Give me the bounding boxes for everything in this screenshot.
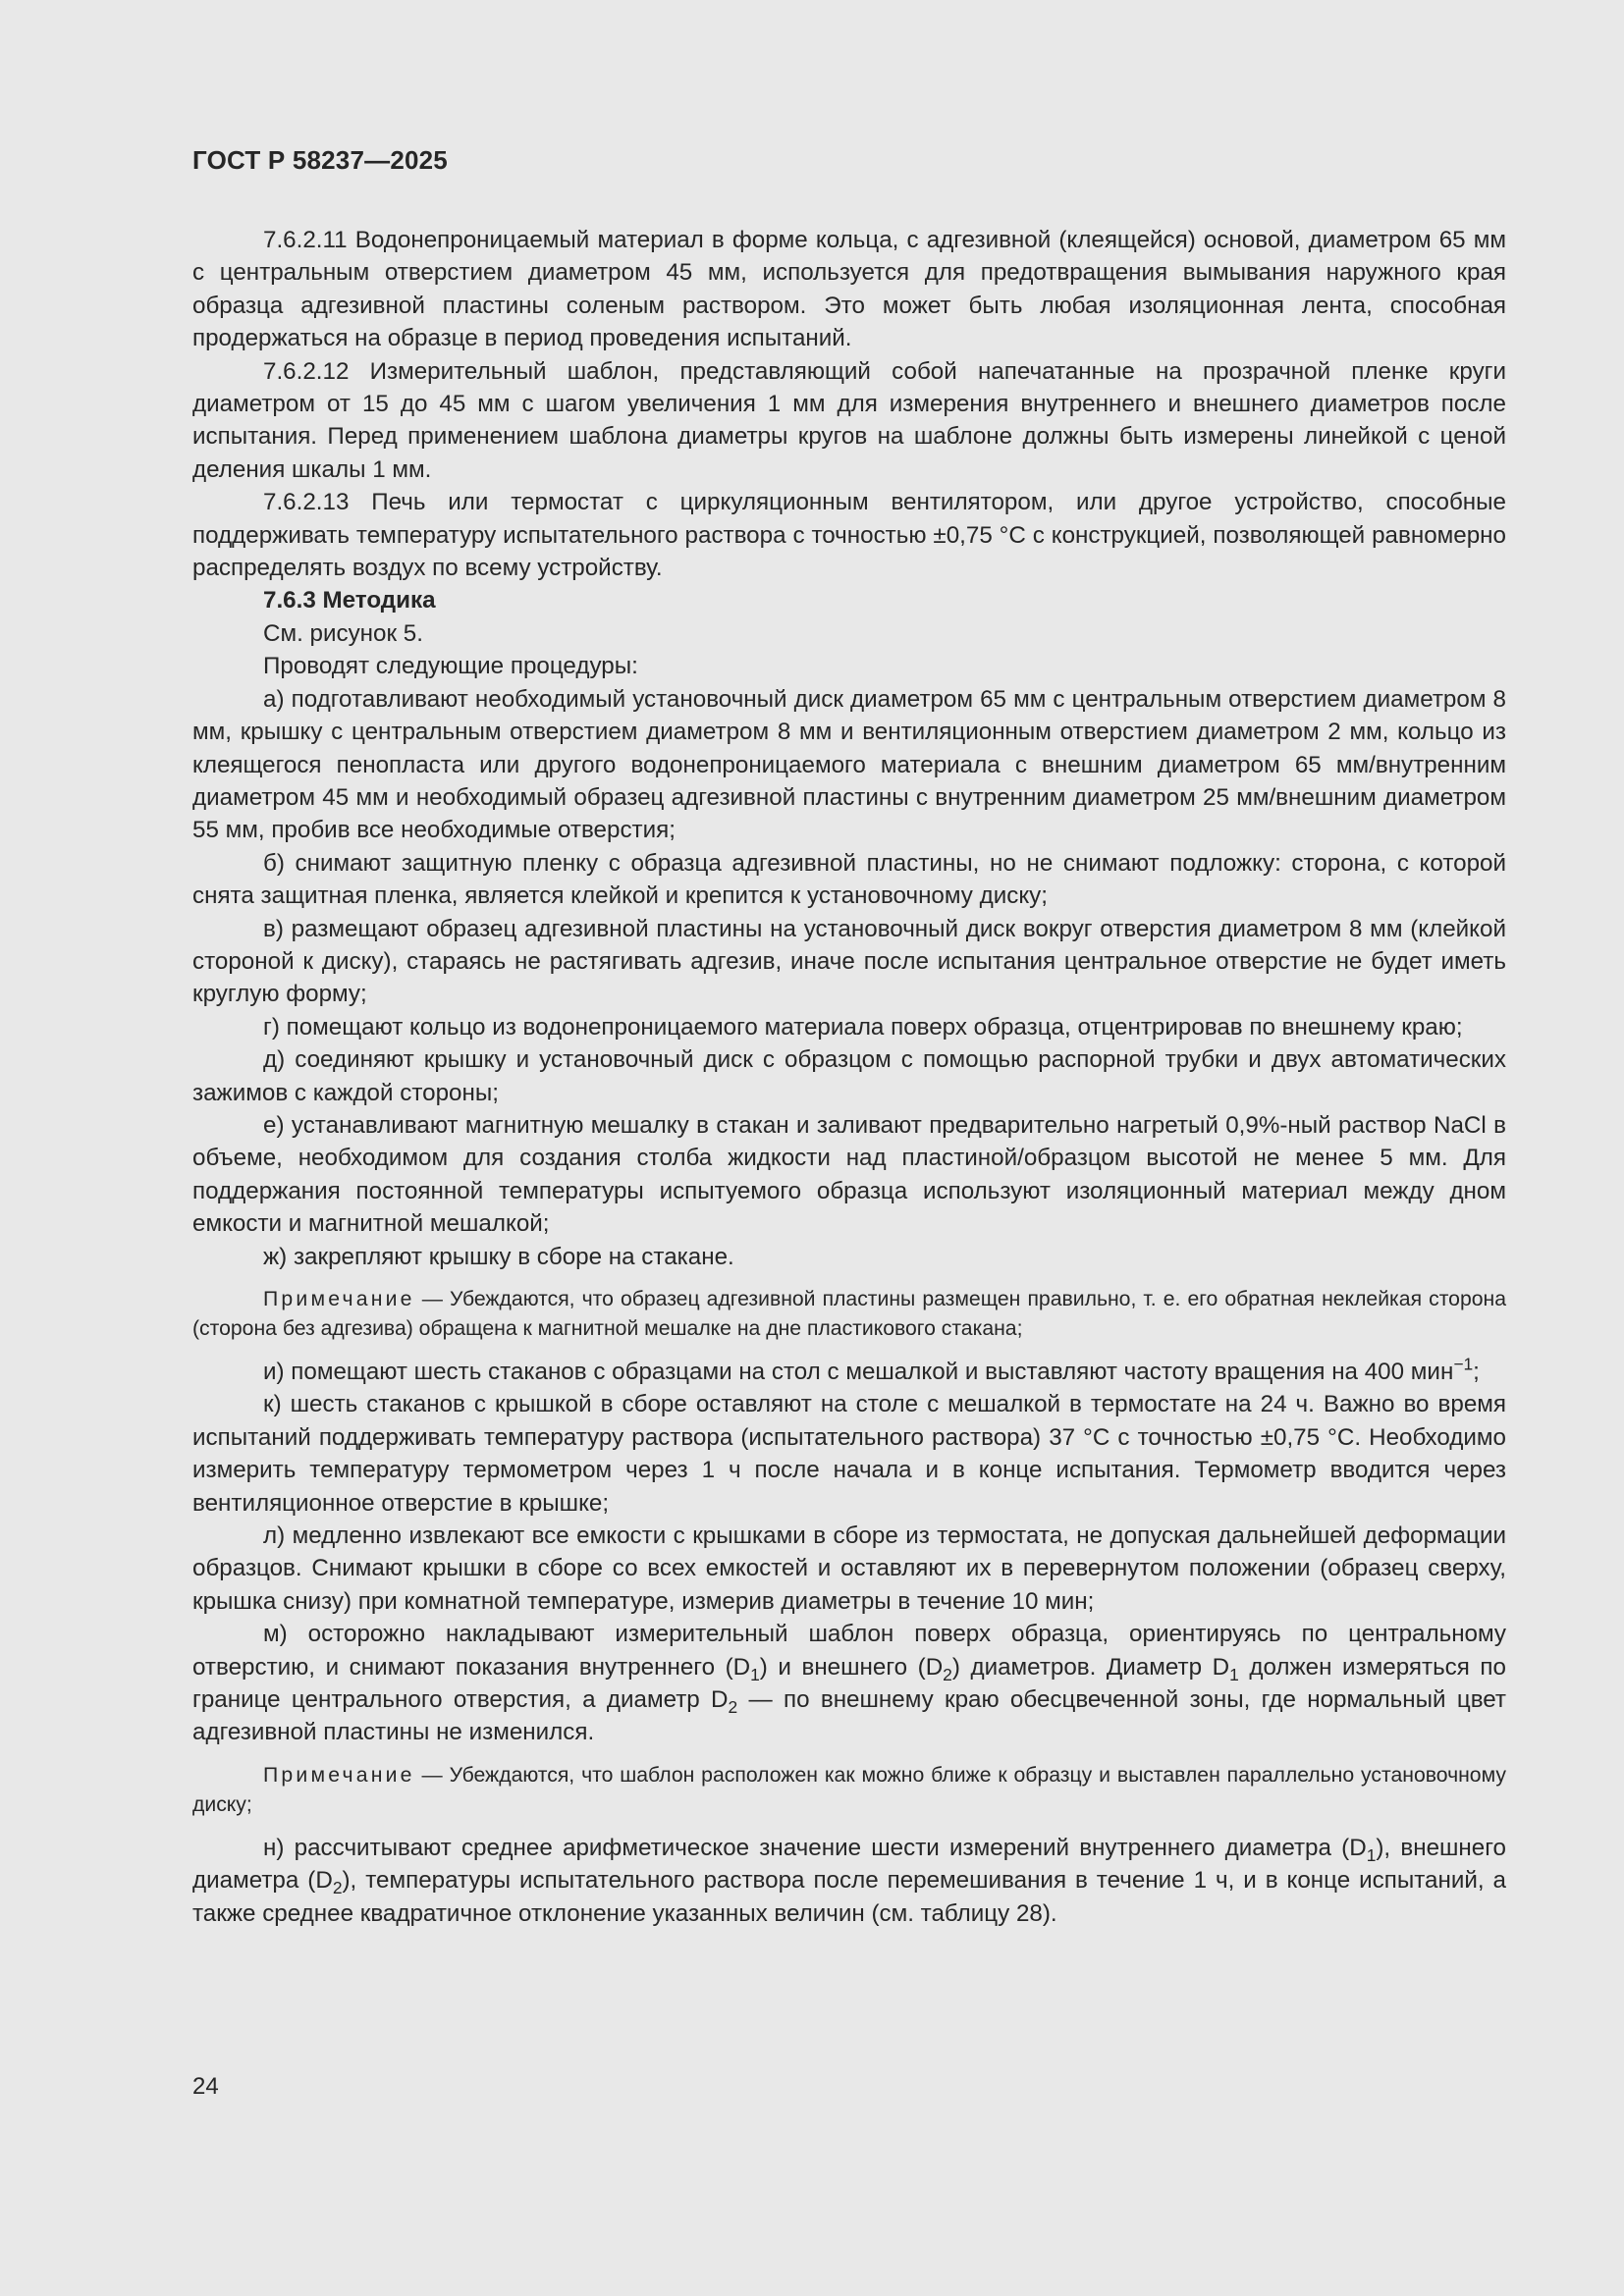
- page-number: 24: [192, 2073, 219, 2100]
- list-item-n: [192, 1832, 1506, 1930]
- list-item-k: к) шесть стаканов с крышкой в сборе оставляют на столе с мешалкой в термостате на 24 ч. Важно во время испытаний поддерживать температуру раствора (испытательного раствора) 37 °С с точностью ±0,75 °С. Необходимо измерить температуру термометром через 1 ч после начала и в конце испытания. Термометр вводится через вентиляционное отверстие в крышке;: [192, 1391, 1506, 1517]
- subscript: 1: [1229, 1664, 1239, 1684]
- note-1: [192, 1285, 1506, 1344]
- text-run: — по внешнему краю обесцвеченной зоны, где нормальный цвет адгезивной пластины не изменился.: [192, 1686, 1506, 1746]
- list-item-i-text: и) помещают шесть стаканов с образцами на стол с мешалкой и выставляют частоту вращения на 400 мин: [263, 1359, 1454, 1385]
- note-text: — Убеждаются, что шаблон расположен как можно ближе к образцу и выставлен параллельно установочному диску;: [192, 1763, 1506, 1816]
- subscript: 2: [728, 1697, 738, 1718]
- list-item-a: а) подготавливают необходимый установочный диск диаметром 65 мм с центральным отверстием диаметром 8 мм, крышку с центральным отверстием диаметром 8 мм и вентиляционным отверстием диаметром 2 мм, кольцо из клеящегося пенопласта или другого водонепроницаемого материала с внешним диаметром 65 мм/внутренним диаметром 45 мм и необходимый образец адгезивной пластины с внутренним диаметром 25 мм/внешним диаметром 55 мм, пробив все необходимые отверстия;: [192, 685, 1506, 844]
- note-label: Примечание: [263, 1288, 415, 1310]
- document-header: ГОСТ Р 58237—2025: [192, 145, 448, 175]
- paragraph-7-6-2-12: 7.6.2.12 Измерительный шаблон, представляющий собой напечатанные на прозрачной пленке круги диаметром от 15 до 45 мм с шагом увеличения 1 мм для измерения внутреннего и внешнего диаметров после испытания. Перед применением шаблона диаметры кругов на шаблоне должны быть измерены линейкой с ценой деления шкалы 1 мм.: [192, 357, 1506, 483]
- list-item-i: [192, 1356, 1506, 1388]
- text-run: ) и внешнего (D: [759, 1653, 944, 1681]
- section-heading: 7.6.3 Методика: [263, 587, 436, 614]
- text-run: ) диаметров. Диаметр D: [951, 1653, 1230, 1681]
- superscript: −1: [1453, 1354, 1474, 1374]
- text-run: н) рассчитывают среднее арифметическое значение шести измерений внутреннего диаметра (D: [263, 1834, 1367, 1861]
- subscript: 2: [943, 1664, 952, 1684]
- text-run: должен измеряться по границе центрального отверстия, а диаметр D: [192, 1653, 1506, 1714]
- list-item-v: в) размещают образец адгезивной пластины на установочный диск вокруг отверстия диаметром 8 мм (клейкой стороной к диску), стараясь не растягивать адгезив, иначе после испытания центральное отверстие не будет иметь круглую форму;: [192, 915, 1506, 1008]
- text-run: ), внешнего диаметра (D: [192, 1834, 1506, 1895]
- list-item-m: [192, 1618, 1506, 1749]
- note-text: — Убеждаются, что образец адгезивной пластины размещен правильно, т. е. его обратная неклейкая сторона (сторона без адгезива) обращена к магнитной мешалке на дне пластикового стакана;: [192, 1288, 1506, 1340]
- list-item-g: г) помещают кольцо из водонепроницаемого материала поверх образца, отцентрировав по внешнему краю;: [263, 1013, 1463, 1041]
- list-item-l: л) медленно извлекают все емкости с крышками в сборе из термостата, не допуская дальнейшей деформации образцов. Снимают крышки в сборе со всех емкостей и оставляют их в перевернутом положении (образец сверху, крышка снизу) при комнатной температуре, измерив диаметры в течение 10 мин;: [192, 1522, 1506, 1615]
- figure-reference: См. рисунок 5.: [263, 619, 423, 647]
- paragraph-7-6-2-13: 7.6.2.13 Печь или термостат с циркуляционным вентилятором, или другое устройство, способные поддерживать температуру испытательного раствора с точностью ±0,75 °С с конструкцией, позволяющей равномерно распределять воздух по всему устройству.: [192, 489, 1506, 582]
- list-item-b: б) снимают защитную пленку с образца адгезивной пластины, но не снимают подложку: сторона, с которой снята защитная пленка, является клейкой и крепится к установочному диску;: [192, 849, 1506, 910]
- subscript: 1: [1366, 1844, 1377, 1865]
- document-body: [192, 224, 1506, 1930]
- subscript: 1: [750, 1664, 760, 1684]
- list-item-i-end: ;: [1473, 1359, 1480, 1385]
- text-run: ), температуры испытательного раствора после перемешивания в течение 1 ч, и в конце испытаний, а также среднее квадратичное отклонение указанных величин (см. таблицу 28).: [192, 1867, 1507, 1927]
- list-item-d: д) соединяют крышку и установочный диск с образцом с помощью распорной трубки и двух автоматических зажимов с каждой стороны;: [192, 1046, 1506, 1106]
- note-2: [192, 1761, 1506, 1820]
- paragraph-7-6-2-11: 7.6.2.11 Водонепроницаемый материал в форме кольца, с адгезивной (клеящейся) основой, диаметром 65 мм с центральным отверстием диаметром 45 мм, используется для предотвращения вымывания наружного края образца адгезивной пластины соленым раствором. Это может быть любая изоляционная лента, способная продержаться на образце в период проведения испытаний.: [192, 227, 1506, 352]
- text-run: м) осторожно накладывают измерительный шаблон поверх образца, ориентируясь по центральному отверстию, и снимают показания внутреннего (D: [192, 1621, 1506, 1681]
- subscript: 2: [332, 1878, 343, 1898]
- list-item-e: е) устанавливают магнитную мешалку в стакан и заливают предварительно нагретый 0,9%-ный раствор NaCl в объеме, необходимом для создания столба жидкости над пластиной/образцом высотой не менее 5 мм. Для поддержания постоянной температуры испытуемого образца используют изоляционный материал между дном емкости и магнитной мешалкой;: [192, 1111, 1506, 1238]
- list-item-zh: ж) закрепляют крышку в сборе на стакане.: [263, 1243, 734, 1270]
- note-label: Примечание: [263, 1763, 415, 1787]
- procedure-intro: Проводят следующие процедуры:: [263, 653, 638, 680]
